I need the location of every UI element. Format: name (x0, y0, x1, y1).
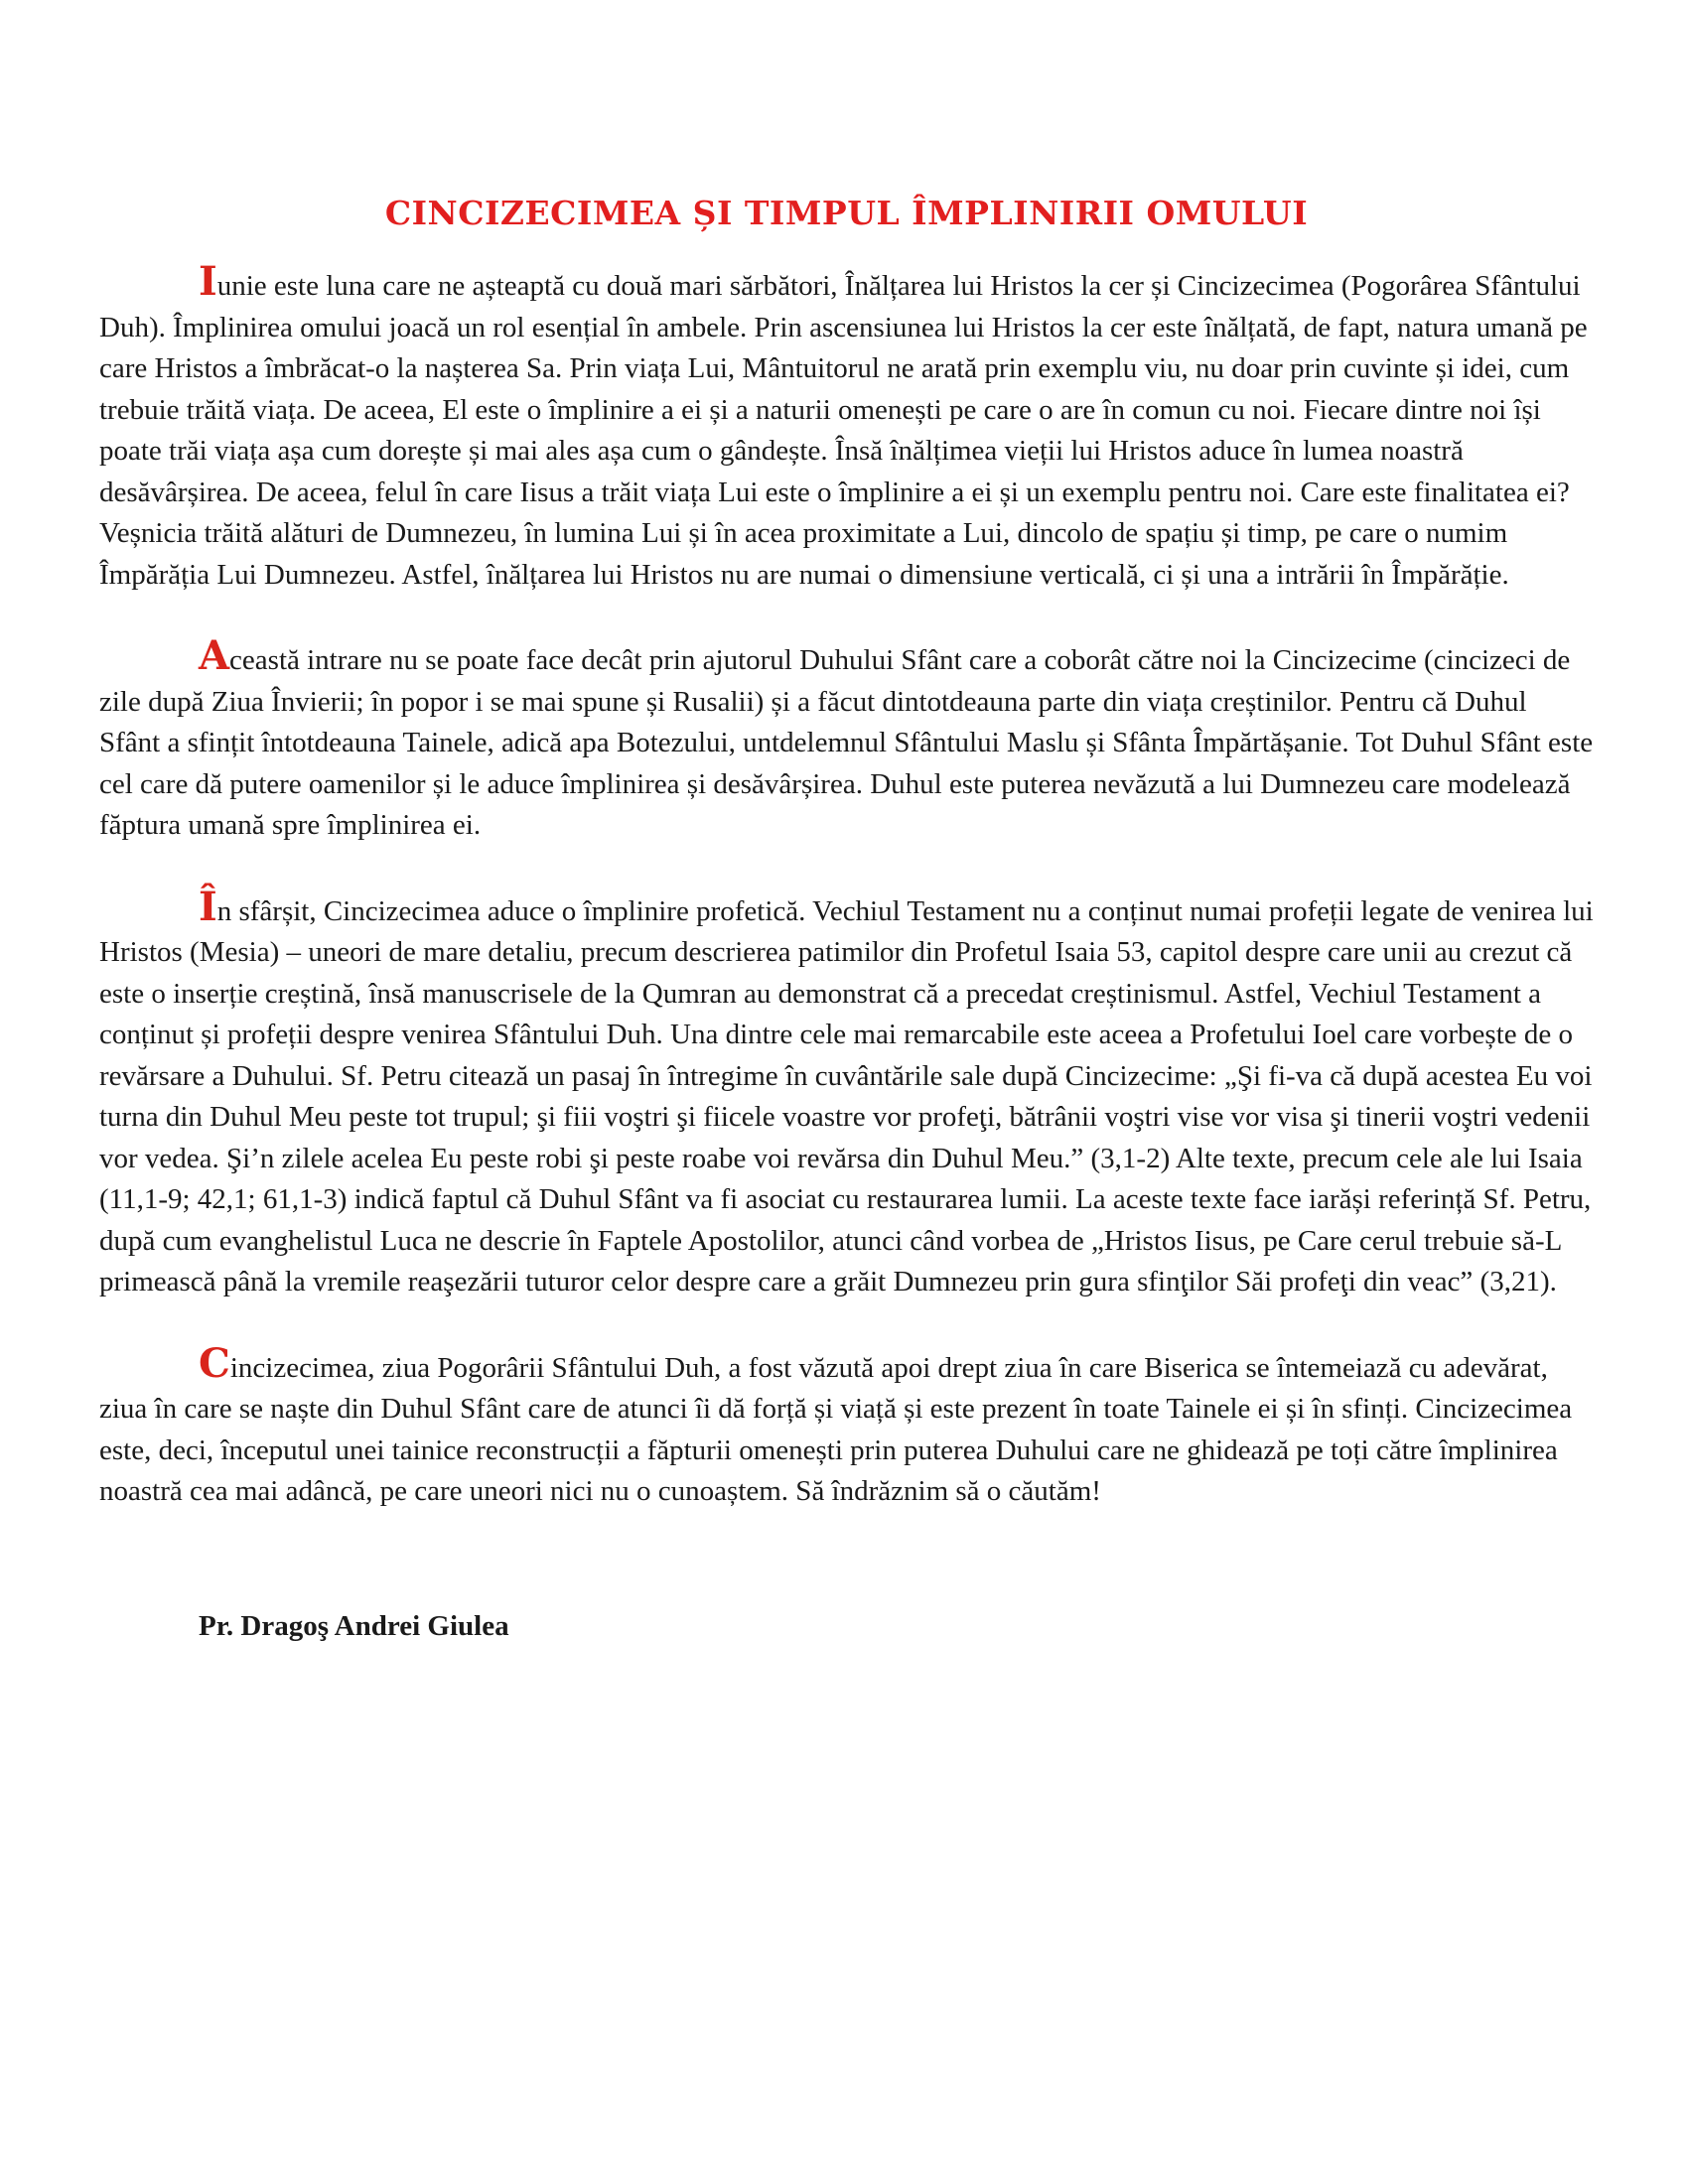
drop-cap: A (199, 632, 230, 679)
drop-cap: Î (199, 883, 217, 930)
paragraph-3 (99, 883, 1594, 1303)
paragraph-text: unie este luna care ne așteaptă cu două mari sărbători, Înălțarea lui Hristos la cer și Cincizecimea (Pogorârea Sfântului Duh). Împlinirea omului joacă un rol esențial în ambele. Prin ascensiunea lui Hristos la cer este înălțată, de fapt, natura umană pe care Hristos a îmbrăcat-o la nașterea Sa. Prin viața Lui, Mântuitorul ne arată prin exemplu viu, nu doar prin cuvinte și idei, cum trebuie trăită viața. De aceea, El este o împlinire a ei și a naturii omenești pe care o are în comun cu noi. Fiecare dintre noi își poate trăi viața așa cum dorește și mai ales așa cum o gândește. Însă înălțimea vieții lui Hristos aduce în lumea noastră desăvârșirea. De aceea, felul în care Iisus a trăit viața Lui este o împlinire a ei și un exemplu pentru noi. Care este finalitatea ei? Veșnicia trăită alături de Dumnezeu, în lumina Lui și în acea proximitate a Lui, dincolo de spațiu și timp, pe care o numim Împărăția Lui Dumnezeu. Astfel, înălțarea lui Hristos nu are numai o dimensiune verticală, ci și una a intrării în Împărăție. (99, 270, 1588, 591)
drop-cap: I (199, 258, 217, 305)
paragraph-2 (99, 632, 1594, 847)
paragraph-4 (99, 1339, 1594, 1513)
paragraph-1 (99, 258, 1594, 596)
paragraph-text: n sfârșit, Cincizecimea aduce o împlinire profetică. Vechiul Testament nu a conținut numai profeții legate de venirea lui Hristos (Mesia) – uneori de mare detaliu, precum descrierea patimilor din Profetul Isaia 53, capitol despre care unii au crezut că este o inserție creștină, însă manuscrisele de la Qumran au demonstrat că a precedat creștinismul. Astfel, Vechiul Testament a conținut și profeții despre venirea Sfântului Duh. Una dintre cele mai remarcabile este aceea a Profetului Ioel care vorbește de o revărsare a Duhului. Sf. Petru citează un pasaj în întregime în cuvântările sale după Cincizecime: „Şi fi-va că după acestea Eu voi turna din Duhul Meu peste tot trupul; şi fiii voştri şi fiicele voastre vor profeţi, bătrânii voştri vise vor visa şi tinerii voştri vedenii vor vedea. Şi’n zilele acelea Eu peste robi şi peste roabe voi revărsa din Duhul Meu.” (3,1-2) Alte texte, precum cele ale lui Isaia (11,1-9; 42,1; 61,1-3) indică faptul că Duhul Sfânt va fi asociat cu restaurarea lumii. La aceste texte face iarăși referință Sf. Petru, după cum evanghelistul Luca ne descrie în Faptele Apostolilor, atunci când vorbea de „Hristos Iisus, pe Care cerul trebuie să-L primească până la vremile reaşezării tuturor celor despre care a grăit Dumnezeu prin gura sfinţilor Săi profeţi din veac” (3,21). (99, 894, 1594, 1297)
document-page (99, 194, 1594, 1643)
drop-cap: C (199, 1339, 230, 1387)
paragraph-text: incizecimea, ziua Pogorârii Sfântului Duh, a fost văzută apoi drept ziua în care Biserica se întemeiază cu adevărat, ziua în care se naște din Duhul Sfânt care de atunci îi dă forță și viață și este prezent în toate Tainele ei și în sfinți. Cincizecimea este, deci, începutul unei tainice reconstrucții a făpturii omenești prin puterea Duhului care ne ghidează pe toți către împlinirea noastră cea mai adâncă, pe care uneori nici nu o cunoaștem. Să îndrăznim să o căutăm! (99, 1351, 1573, 1507)
paragraph-text: ceastă intrare nu se poate face decât prin ajutorul Duhului Sfânt care a coborât către noi la Cincizecime (cincizeci de zile după Ziua Învierii; în popor i se mai spune și Rusalii) și a făcut dintotdeauna parte din viața creștinilor. Pentru că Duhul Sfânt a sfințit întotdeauna Tainele, adică apa Botezului, untdelemnul Sfântului Maslu și Sfânta Împărtășanie. Tot Duhul Sfânt este cel care dă putere oamenilor și le aduce împlinirea și desăvârșirea. Duhul este puterea nevăzută a lui Dumnezeu care modelează făptura umană spre împlinirea ei. (99, 644, 1594, 841)
document-title: CINCIZECIMEA ȘI TIMPUL ÎMPLINIRII OMULUI (384, 194, 1309, 232)
author-signature: Pr. Dragoş Andrei Giulea (199, 1609, 509, 1642)
